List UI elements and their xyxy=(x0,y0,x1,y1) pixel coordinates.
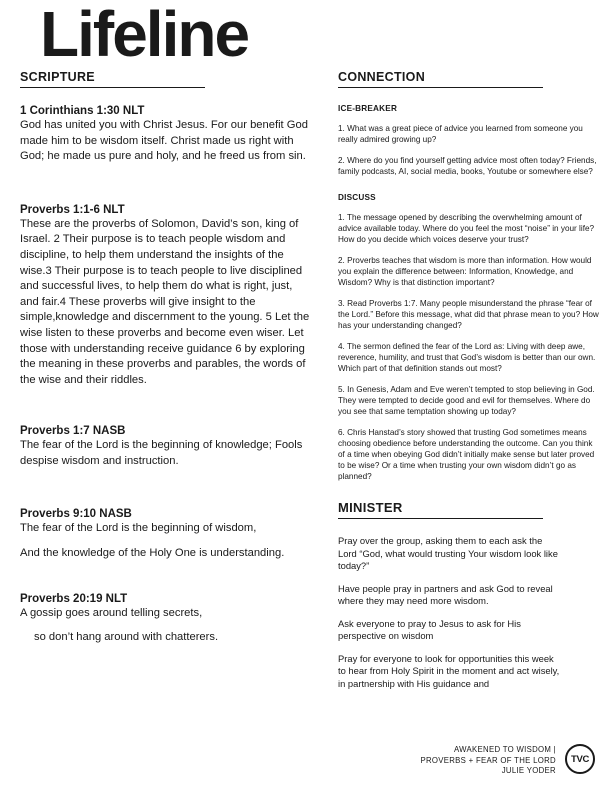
discuss-heading: DISCUSS xyxy=(338,193,376,202)
logo-text: TVC xyxy=(570,753,590,765)
discuss-question: 2. Proverbs teaches that wisdom is more than information. How would you explain the difference between: Information, Knowledge, and Wisdom? Why is that distinction important? xyxy=(338,256,592,287)
discuss-question: 1. The message opened by describing the overwhelming amount of advice available today. Where do you feel the most “noise” in your life? How do you decide which voices deserve your trust? xyxy=(338,213,595,244)
footer-credits xyxy=(420,745,556,777)
footer-speaker: JULIE YODER xyxy=(501,766,556,775)
scripture-section xyxy=(20,70,310,676)
minister-item: Ask everyone to pray to Jesus to ask for His perspective on wisdom xyxy=(338,617,521,641)
footer-series-title: AWAKENED TO WISDOM | xyxy=(453,745,556,754)
scripture-reference: Proverbs 9:10 NASB xyxy=(20,507,132,520)
discuss-question: 6. Chris Hanstad’s story showed that trusting God sometimes means choosing obedience before understanding the outcome. Can you think of a time when obeying God didn’t initially make sense but later proved to be wise? Or a time when trusting your own wisdom didn’t go as planned? xyxy=(338,428,595,481)
scripture-passage xyxy=(20,203,310,389)
discuss-question: 4. The sermon defined the fear of the Lord as: Living with deep awe, reverence, humility, and trust that God’s wisdom is better than our own. Which part of that definition stands out most? xyxy=(338,342,596,373)
scripture-text: A gossip goes around telling secrets, xyxy=(20,606,203,619)
minister-heading: MINISTER xyxy=(338,500,543,519)
connection-heading: CONNECTION xyxy=(338,70,543,88)
scripture-text: The fear of the Lord is the beginning of knowledge; Fools despise wisdom and instruction. xyxy=(20,439,303,467)
scripture-passage xyxy=(20,592,310,646)
minister-item: Pray for everyone to look for opportunities this week to hear from Holy Spirit in the moment and act wisely, in partnership with His guidance and xyxy=(338,652,560,689)
minister-item: Pray over the group, asking them to each ask the Lord “God, what would trusting Your wisdom look like today?” xyxy=(338,535,558,571)
scripture-text: These are the proverbs of Solomon, David’s son, king of Israel. 2 Their purpose is to teach people wisdom and discipline, to help them understand the insights of the wise.3 Their purpose is to teach people to live disciplined and successful lives, to help them do what is right, just, and fair.4 These proverbs will give insight to the simple,knowledge and discernment to the young. 5 Let the wise listen to these proverbs and become even wiser. Let those with understanding receive guidance 6 by exploring the meaning in these proverbs and parables, the words of the wise and their riddles. xyxy=(20,217,310,386)
scripture-reference: Proverbs 1:1-6 NLT xyxy=(20,203,125,216)
scripture-passage xyxy=(20,104,310,165)
scripture-text: God has united you with Christ Jesus. For our benefit God made him to be wisdom itself. Christ made us right with God; he made us pure and holy, and he freed us from sin. xyxy=(20,119,308,163)
tvc-logo xyxy=(565,744,595,774)
scripture-heading: SCRIPTURE xyxy=(20,70,205,88)
footer-sermon-title: PROVERBS + FEAR OF THE LORD xyxy=(420,755,556,765)
icebreaker-question: 1. What was a great piece of advice you learned from someone you really admired growing up? xyxy=(338,124,583,144)
scripture-text: The fear of the Lord is the beginning of wisdom, xyxy=(20,521,257,534)
connection-section xyxy=(338,70,600,700)
scripture-text-continued: And the knowledge of the Holy One is understanding. xyxy=(20,547,285,560)
scripture-reference: 1 Corinthians 1:30 NLT xyxy=(20,105,145,117)
scripture-reference: Proverbs 1:7 NASB xyxy=(20,425,126,438)
discuss-question: 3. Read Proverbs 1:7. Many people misunderstand the phrase “fear of the Lord.” Before this message, what did that phrase mean to you? How has your understanding changed? xyxy=(338,299,599,330)
scripture-passage xyxy=(20,424,310,469)
discuss-question: 5. In Genesis, Adam and Eve weren’t tempted to stop believing in God. They were tempted to decide good and evil for themselves. Where do you see that same temptation showing up today? xyxy=(338,385,595,416)
scripture-reference: Proverbs 20:19 NLT xyxy=(20,592,128,605)
minister-item: Have people pray in partners and ask God to reveal where they may need more wisdom. xyxy=(338,582,553,606)
icebreaker-question: 2. Where do you find yourself getting advice most often today? Friends, family podcasts, AI, social media, books, Youtube or somewhere else? xyxy=(338,156,597,176)
icebreaker-heading: ICE-BREAKER xyxy=(338,104,398,113)
scripture-text-continued: so don’t hang around with chatterers. xyxy=(34,631,219,644)
page-title: Lifeline xyxy=(40,0,249,70)
scripture-passage xyxy=(20,507,310,562)
